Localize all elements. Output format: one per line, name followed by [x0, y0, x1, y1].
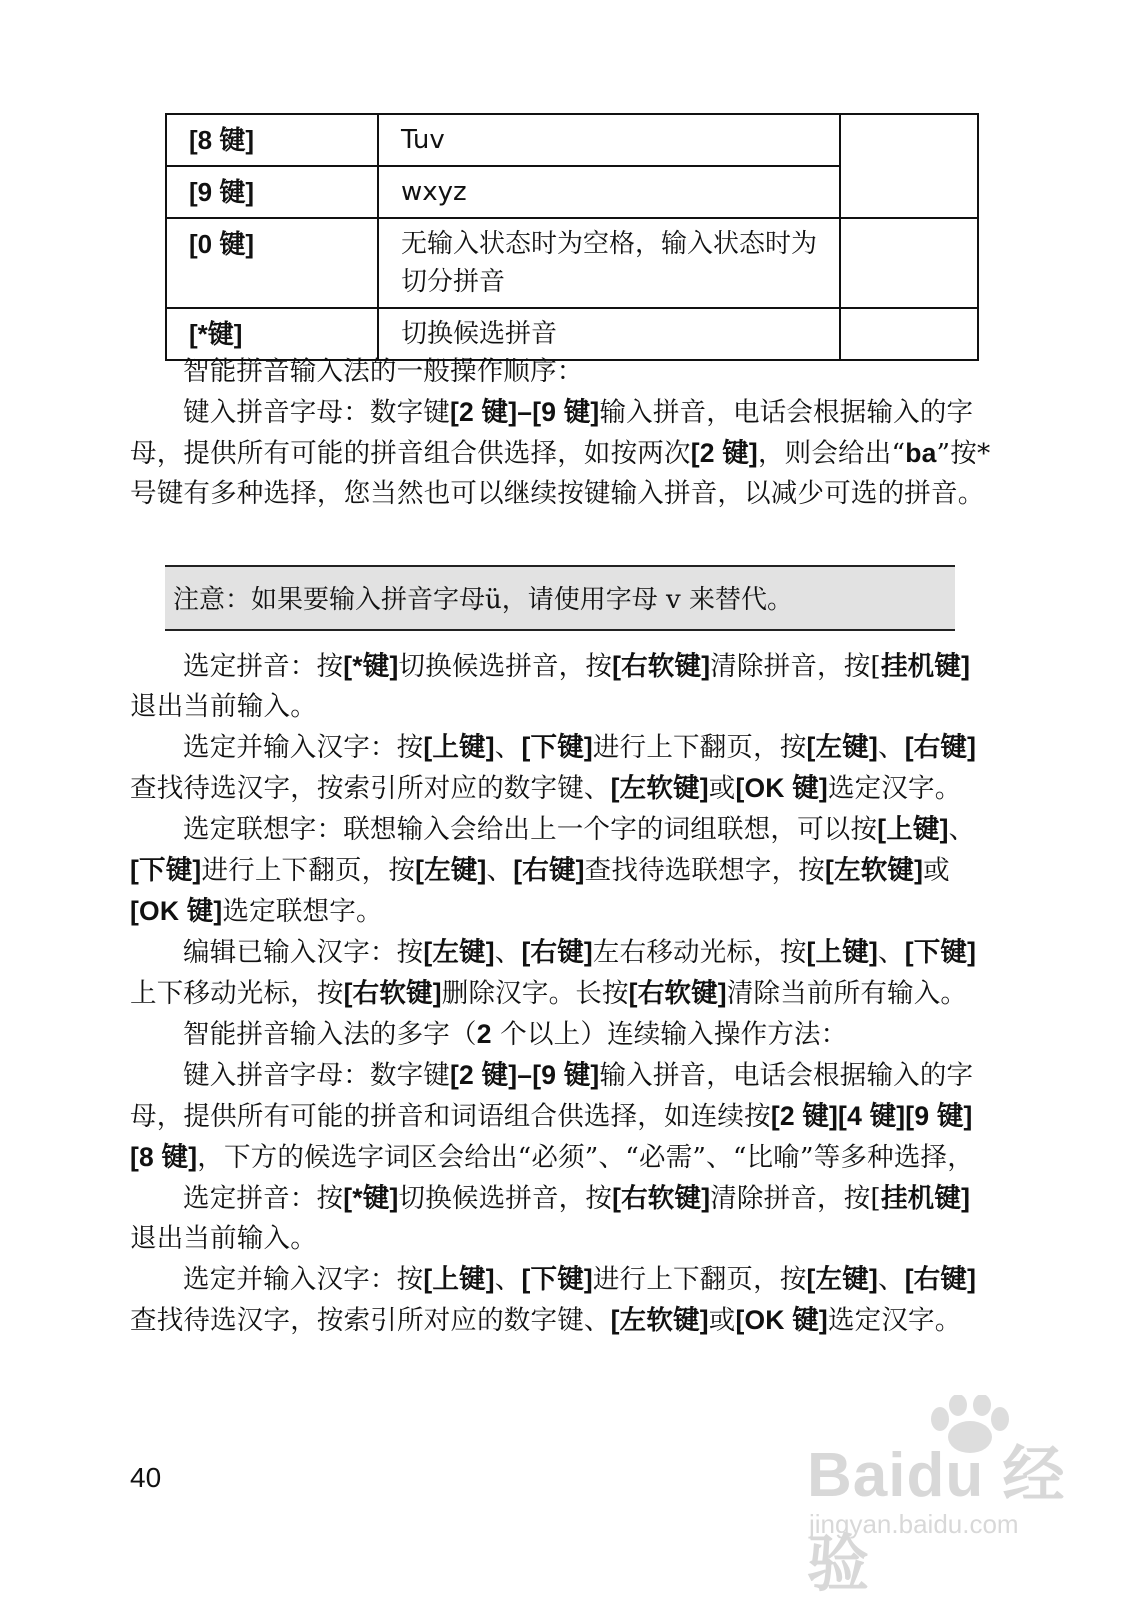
empty-cell	[840, 114, 978, 218]
table-row	[166, 114, 978, 166]
desc-cell: 无输入状态时为空格，输入状态时为切分拼音	[378, 218, 840, 308]
paragraph-input-pinyin: 键入拼音字母：数字键[2 键]–[9 键]输入拼音，电话会根据输入的字母，提供所有可能的拼音组合供选择，如按两次[2 键]，则会给出“ba”按*号键有多种选择，您当然也可以继续按键输入拼音，以减少可选的拼音。	[130, 397, 991, 509]
paragraph-select-hanzi-2: 选定并输入汉字：按[上键]、[下键]进行上下翻页，按[左键]、[右键]查找待选汉字，按索引所对应的数字键、[左软键]或[OK 键]选定汉字。	[130, 1264, 977, 1336]
key-function-table	[165, 113, 979, 361]
key-cell: [*键]	[166, 308, 378, 360]
desc-cell: 切换候选拼音	[378, 308, 840, 360]
paragraph-multichar-title: 智能拼音输入法的多字（2 个以上）连续输入操作方法：	[183, 1019, 848, 1050]
watermark-logo: Baidu 经验	[807, 1441, 1066, 1599]
paragraph-associative: 选定联想字：联想输入会给出上一个字的词组联想，可以按[上键]、[下键]进行上下翻页，按[左键]、[右键]查找待选联想字，按[左软键]或[OK 键]选定联想字。	[130, 814, 976, 927]
paragraph-multichar-input: 键入拼音字母：数字键[2 键]–[9 键]输入拼音，电话会根据输入的字母，提供所有可能的拼音和词语组合供选择，如连续按[2 键][4 键][9 键][8 键]，下方的候选字词区会给出“必须”、“必需”、“比喻”等多种选择，	[130, 1060, 974, 1173]
desc-cell: Tuv	[378, 114, 840, 166]
paragraph-select-hanzi: 选定并输入汉字：按[上键]、[下键]进行上下翻页，按[左键]、[右键]查找待选汉字，按索引所对应的数字键、[左软键]或[OK 键]选定汉字。	[130, 732, 977, 804]
baidu-watermark	[795, 1395, 1085, 1599]
watermark-url: jingyan.baidu.com	[809, 1509, 1019, 1539]
paragraph-select-pinyin-2: 选定拼音：按[*键]切换候选拼音，按[右软键]清除拼音，按[挂机键]退出当前输入。	[130, 1183, 971, 1254]
table-row	[166, 218, 978, 308]
section-intro	[130, 352, 992, 514]
paragraph-edit: 编辑已输入汉字：按[左键]、[右键]左右移动光标，按[上键]、[下键]上下移动光标，按[右软键]删除汉字。长按[右软键]清除当前所有输入。	[130, 937, 977, 1009]
note-box: 注意：如果要输入拼音字母ü，请使用字母 v 来替代。	[165, 565, 955, 631]
key-cell: [9 键]	[166, 166, 378, 218]
desc-cell: wxyz	[378, 166, 840, 218]
intro-paragraph: 智能拼音输入法的一般操作顺序：	[183, 356, 584, 387]
key-cell: [8 键]	[166, 114, 378, 166]
page-number: 40	[130, 1462, 162, 1493]
empty-cell	[840, 218, 978, 308]
key-cell: [0 键]	[166, 218, 378, 308]
section-operations	[130, 646, 992, 1341]
paragraph-select-pinyin: 选定拼音：按[*键]切换候选拼音，按[右软键]清除拼音，按[挂机键]退出当前输入。	[130, 651, 971, 722]
